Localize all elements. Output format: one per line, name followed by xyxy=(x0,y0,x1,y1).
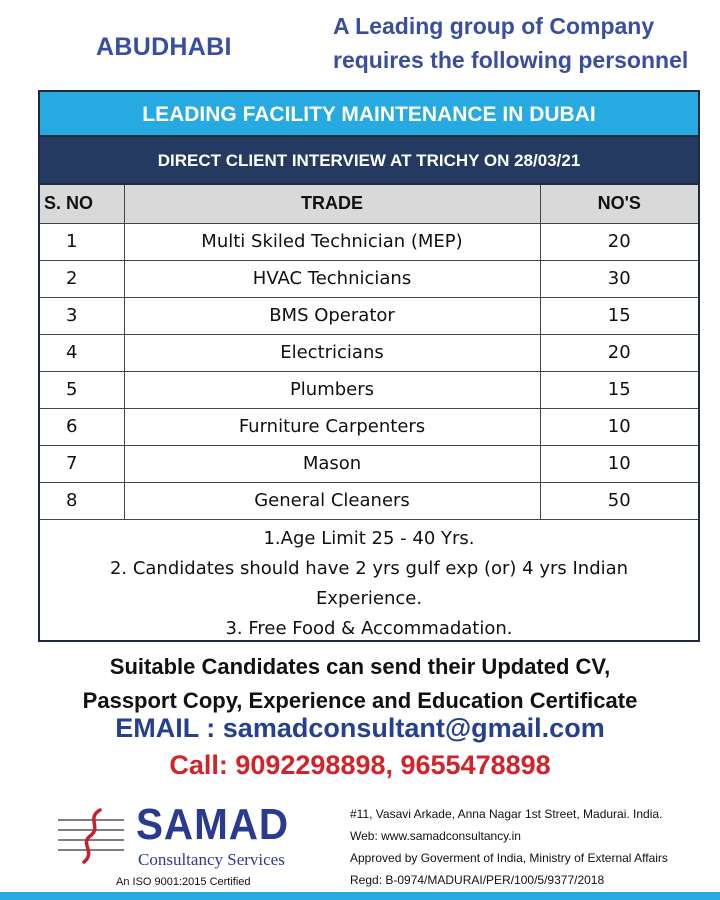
logo-mark-icon xyxy=(56,806,126,864)
company-info xyxy=(350,803,720,891)
table-row xyxy=(40,297,698,334)
iso-certification: An ISO 9001:2015 Certified xyxy=(116,876,251,888)
note-food-accommodation: 3. Free Food & Accommadation. xyxy=(225,617,513,639)
location-heading: ABUDHABI xyxy=(96,33,232,61)
column-header-nos: NO'S xyxy=(540,185,698,223)
cell-nos: 30 xyxy=(540,260,698,297)
bottom-accent-strip xyxy=(0,892,720,900)
note-experience-cont: Experience. xyxy=(315,587,423,609)
cell-trade: Plumbers xyxy=(124,371,540,408)
cell-sno: 3 xyxy=(40,297,124,334)
approval-line: Approved by Goverment of India, Ministry of External Affairs xyxy=(350,851,668,865)
tagline-line-2: requires the following personnel xyxy=(333,47,689,73)
cell-sno: 4 xyxy=(40,334,124,371)
cell-nos: 15 xyxy=(540,297,698,334)
cell-sno: 2 xyxy=(40,260,124,297)
cell-trade: HVAC Technicians xyxy=(124,260,540,297)
samad-logo xyxy=(56,800,296,875)
table-row xyxy=(40,334,698,371)
registration-line: Regd: B-0974/MADURAI/PER/100/5/9377/2018 xyxy=(350,873,605,887)
cell-nos: 20 xyxy=(540,223,698,260)
company-title-bar: LEADING FACILITY MAINTENANCE IN DUBAI xyxy=(40,92,698,137)
column-header-trade: TRADE xyxy=(124,185,540,223)
cell-sno: 8 xyxy=(40,482,124,519)
table-row xyxy=(40,445,698,482)
table-row xyxy=(40,482,698,519)
cell-nos: 50 xyxy=(540,482,698,519)
cell-nos: 20 xyxy=(540,334,698,371)
tagline xyxy=(333,9,713,77)
cta-line-2: Passport Copy, Experience and Education Certificate xyxy=(82,688,638,713)
cell-nos: 10 xyxy=(540,408,698,445)
column-header-sno: S. NO xyxy=(40,185,124,223)
cell-nos: 15 xyxy=(540,371,698,408)
vacancy-table xyxy=(40,185,698,520)
table-header-row xyxy=(40,185,698,223)
call-to-action xyxy=(0,650,720,718)
cell-trade: BMS Operator xyxy=(124,297,540,334)
cell-sno: 1 xyxy=(40,223,124,260)
logo-subtitle: Consultancy Services xyxy=(138,850,285,869)
logo-name: SAMAD xyxy=(136,800,290,849)
cell-nos: 10 xyxy=(540,445,698,482)
cell-trade: Furniture Carpenters xyxy=(124,408,540,445)
requirements-notes xyxy=(40,520,698,644)
interview-subtitle-bar: DIRECT CLIENT INTERVIEW AT TRICHY ON 28/03/21 xyxy=(40,137,698,185)
cell-sno: 7 xyxy=(40,445,124,482)
cell-trade: Multi Skiled Technician (MEP) xyxy=(124,223,540,260)
table-row xyxy=(40,223,698,260)
note-age-limit: 1.Age Limit 25 - 40 Yrs. xyxy=(263,527,475,549)
table-row xyxy=(40,260,698,297)
cell-sno: 6 xyxy=(40,408,124,445)
phone-contact[interactable]: Call: 9092298898, 9655478898 xyxy=(169,750,551,780)
tagline-line-1: A Leading group of Company xyxy=(333,13,655,39)
website-line[interactable]: Web: www.samadconsultancy.in xyxy=(350,829,521,843)
cell-trade: Electricians xyxy=(124,334,540,371)
table-row xyxy=(40,408,698,445)
cell-sno: 5 xyxy=(40,371,124,408)
cell-trade: Mason xyxy=(124,445,540,482)
address-line: #11, Vasavi Arkade, Anna Nagar 1st Street, Madurai. India. xyxy=(350,807,663,821)
vacancy-box xyxy=(38,90,700,642)
email-contact[interactable]: EMAIL : samadconsultant@gmail.com xyxy=(115,713,605,743)
table-row xyxy=(40,371,698,408)
cell-trade: General Cleaners xyxy=(124,482,540,519)
note-experience: 2. Candidates should have 2 yrs gulf exp (or) 4 yrs Indian xyxy=(109,557,629,579)
cta-line-1: Suitable Candidates can send their Updated CV, xyxy=(109,654,611,679)
